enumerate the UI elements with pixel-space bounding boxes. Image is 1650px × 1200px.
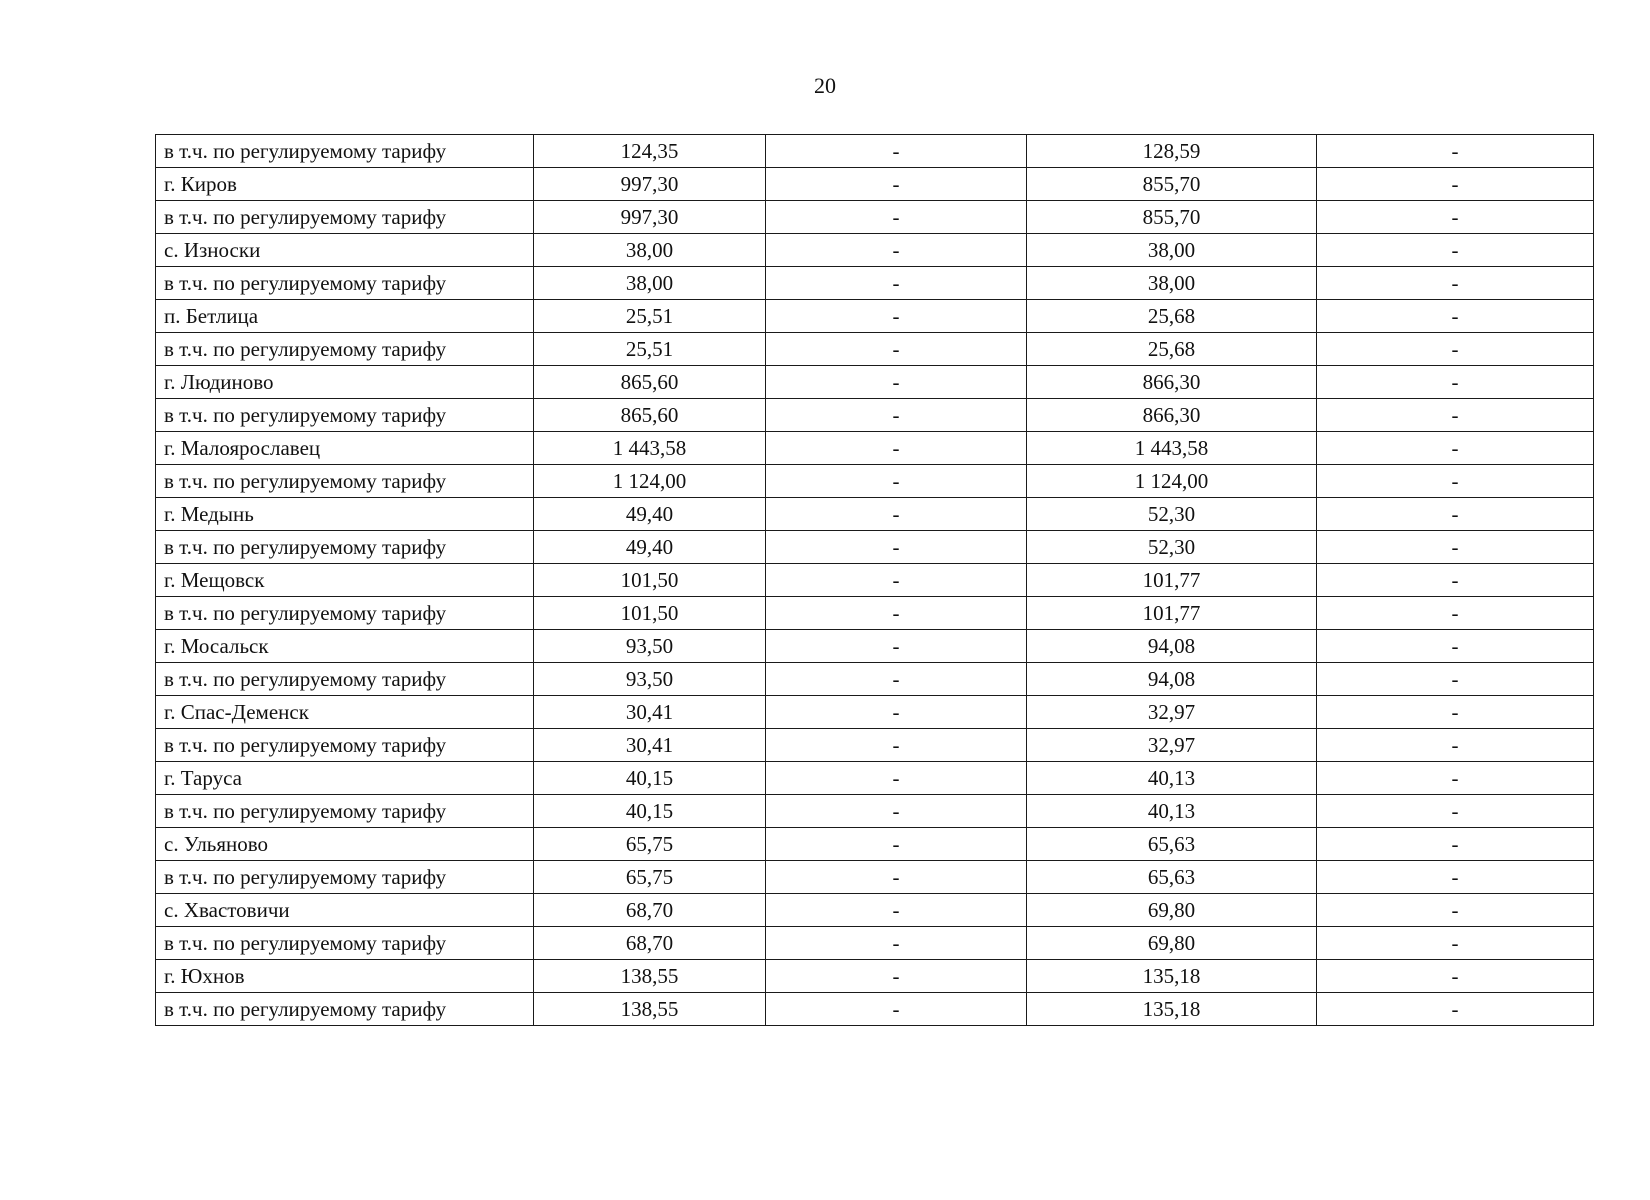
value-cell-3: 32,97 — [1027, 696, 1317, 729]
table-row — [156, 432, 1594, 465]
value-cell-3: 135,18 — [1027, 993, 1317, 1026]
value-cell-4: - — [1317, 300, 1594, 333]
value-cell-1: 38,00 — [534, 234, 766, 267]
value-cell-1: 30,41 — [534, 729, 766, 762]
settlement-name-cell: в т.ч. по регулируемому тарифу — [156, 993, 534, 1026]
value-cell-3: 52,30 — [1027, 531, 1317, 564]
settlement-name-cell: в т.ч. по регулируемому тарифу — [156, 663, 534, 696]
value-cell-3: 866,30 — [1027, 399, 1317, 432]
settlement-name-cell: в т.ч. по регулируемому тарифу — [156, 729, 534, 762]
value-cell-4: - — [1317, 762, 1594, 795]
settlement-name-cell: п. Бетлица — [156, 300, 534, 333]
value-cell-2: - — [766, 168, 1027, 201]
settlement-name-cell: в т.ч. по регулируемому тарифу — [156, 333, 534, 366]
value-cell-4: - — [1317, 399, 1594, 432]
value-cell-1: 38,00 — [534, 267, 766, 300]
value-cell-1: 65,75 — [534, 861, 766, 894]
value-cell-3: 94,08 — [1027, 630, 1317, 663]
value-cell-2: - — [766, 135, 1027, 168]
value-cell-2: - — [766, 300, 1027, 333]
value-cell-2: - — [766, 795, 1027, 828]
value-cell-2: - — [766, 333, 1027, 366]
value-cell-2: - — [766, 432, 1027, 465]
value-cell-4: - — [1317, 366, 1594, 399]
table-row — [156, 993, 1594, 1026]
value-cell-2: - — [766, 564, 1027, 597]
value-cell-4: - — [1317, 168, 1594, 201]
table-row — [156, 234, 1594, 267]
value-cell-3: 135,18 — [1027, 960, 1317, 993]
value-cell-3: 32,97 — [1027, 729, 1317, 762]
value-cell-4: - — [1317, 927, 1594, 960]
value-cell-3: 25,68 — [1027, 333, 1317, 366]
value-cell-2: - — [766, 960, 1027, 993]
value-cell-4: - — [1317, 993, 1594, 1026]
table-row — [156, 960, 1594, 993]
table-row — [156, 729, 1594, 762]
table-row — [156, 498, 1594, 531]
value-cell-2: - — [766, 201, 1027, 234]
value-cell-2: - — [766, 630, 1027, 663]
value-cell-3: 94,08 — [1027, 663, 1317, 696]
table-row — [156, 696, 1594, 729]
table-row — [156, 333, 1594, 366]
table-row — [156, 828, 1594, 861]
value-cell-4: - — [1317, 201, 1594, 234]
tariff-table — [155, 134, 1594, 1026]
value-cell-3: 128,59 — [1027, 135, 1317, 168]
value-cell-4: - — [1317, 234, 1594, 267]
value-cell-3: 65,63 — [1027, 861, 1317, 894]
value-cell-2: - — [766, 696, 1027, 729]
value-cell-3: 866,30 — [1027, 366, 1317, 399]
value-cell-4: - — [1317, 333, 1594, 366]
table-row — [156, 861, 1594, 894]
value-cell-1: 68,70 — [534, 927, 766, 960]
value-cell-4: - — [1317, 828, 1594, 861]
table-row — [156, 795, 1594, 828]
page-number: 20 — [814, 73, 836, 98]
value-cell-2: - — [766, 762, 1027, 795]
table-row — [156, 201, 1594, 234]
settlement-name-cell: г. Киров — [156, 168, 534, 201]
value-cell-3: 25,68 — [1027, 300, 1317, 333]
value-cell-2: - — [766, 828, 1027, 861]
value-cell-3: 69,80 — [1027, 927, 1317, 960]
value-cell-1: 1 124,00 — [534, 465, 766, 498]
settlement-name-cell: г. Малоярославец — [156, 432, 534, 465]
value-cell-4: - — [1317, 597, 1594, 630]
value-cell-1: 49,40 — [534, 498, 766, 531]
table-row — [156, 531, 1594, 564]
value-cell-4: - — [1317, 630, 1594, 663]
value-cell-1: 865,60 — [534, 366, 766, 399]
value-cell-4: - — [1317, 267, 1594, 300]
value-cell-4: - — [1317, 663, 1594, 696]
value-cell-3: 855,70 — [1027, 201, 1317, 234]
value-cell-1: 49,40 — [534, 531, 766, 564]
value-cell-1: 997,30 — [534, 201, 766, 234]
value-cell-3: 40,13 — [1027, 762, 1317, 795]
value-cell-1: 93,50 — [534, 630, 766, 663]
value-cell-1: 25,51 — [534, 300, 766, 333]
settlement-name-cell: в т.ч. по регулируемому тарифу — [156, 861, 534, 894]
settlement-name-cell: г. Юхнов — [156, 960, 534, 993]
table-row — [156, 267, 1594, 300]
table-row — [156, 927, 1594, 960]
value-cell-3: 1 443,58 — [1027, 432, 1317, 465]
value-cell-4: - — [1317, 135, 1594, 168]
value-cell-3: 101,77 — [1027, 564, 1317, 597]
value-cell-2: - — [766, 993, 1027, 1026]
value-cell-4: - — [1317, 960, 1594, 993]
settlement-name-cell: в т.ч. по регулируемому тарифу — [156, 927, 534, 960]
value-cell-2: - — [766, 663, 1027, 696]
settlement-name-cell: в т.ч. по регулируемому тарифу — [156, 399, 534, 432]
value-cell-4: - — [1317, 564, 1594, 597]
table-row — [156, 630, 1594, 663]
value-cell-1: 997,30 — [534, 168, 766, 201]
settlement-name-cell: г. Мосальск — [156, 630, 534, 663]
settlement-name-cell: в т.ч. по регулируемому тарифу — [156, 597, 534, 630]
settlement-name-cell: г. Таруса — [156, 762, 534, 795]
value-cell-4: - — [1317, 729, 1594, 762]
settlement-name-cell: с. Хвастовичи — [156, 894, 534, 927]
table-row — [156, 894, 1594, 927]
value-cell-4: - — [1317, 894, 1594, 927]
value-cell-4: - — [1317, 531, 1594, 564]
table-row — [156, 135, 1594, 168]
table-row — [156, 399, 1594, 432]
value-cell-4: - — [1317, 465, 1594, 498]
table-row — [156, 366, 1594, 399]
settlement-name-cell: г. Мещовск — [156, 564, 534, 597]
settlement-name-cell: г. Медынь — [156, 498, 534, 531]
settlement-name-cell: г. Спас-Деменск — [156, 696, 534, 729]
value-cell-4: - — [1317, 498, 1594, 531]
value-cell-3: 855,70 — [1027, 168, 1317, 201]
settlement-name-cell: г. Людиново — [156, 366, 534, 399]
value-cell-2: - — [766, 399, 1027, 432]
value-cell-1: 40,15 — [534, 762, 766, 795]
value-cell-1: 138,55 — [534, 960, 766, 993]
value-cell-1: 40,15 — [534, 795, 766, 828]
settlement-name-cell: в т.ч. по регулируемому тарифу — [156, 201, 534, 234]
table-row — [156, 300, 1594, 333]
value-cell-1: 101,50 — [534, 564, 766, 597]
table-row — [156, 168, 1594, 201]
value-cell-2: - — [766, 861, 1027, 894]
value-cell-3: 65,63 — [1027, 828, 1317, 861]
value-cell-1: 138,55 — [534, 993, 766, 1026]
value-cell-1: 93,50 — [534, 663, 766, 696]
value-cell-4: - — [1317, 861, 1594, 894]
value-cell-3: 52,30 — [1027, 498, 1317, 531]
value-cell-4: - — [1317, 696, 1594, 729]
value-cell-2: - — [766, 927, 1027, 960]
value-cell-3: 69,80 — [1027, 894, 1317, 927]
value-cell-2: - — [766, 597, 1027, 630]
value-cell-1: 25,51 — [534, 333, 766, 366]
value-cell-1: 101,50 — [534, 597, 766, 630]
settlement-name-cell: в т.ч. по регулируемому тарифу — [156, 531, 534, 564]
value-cell-3: 38,00 — [1027, 267, 1317, 300]
value-cell-1: 1 443,58 — [534, 432, 766, 465]
value-cell-2: - — [766, 234, 1027, 267]
value-cell-1: 65,75 — [534, 828, 766, 861]
value-cell-3: 40,13 — [1027, 795, 1317, 828]
value-cell-2: - — [766, 894, 1027, 927]
value-cell-4: - — [1317, 795, 1594, 828]
table-row — [156, 564, 1594, 597]
value-cell-2: - — [766, 498, 1027, 531]
table-row — [156, 597, 1594, 630]
value-cell-2: - — [766, 267, 1027, 300]
value-cell-1: 865,60 — [534, 399, 766, 432]
value-cell-3: 101,77 — [1027, 597, 1317, 630]
value-cell-2: - — [766, 465, 1027, 498]
value-cell-2: - — [766, 531, 1027, 564]
value-cell-2: - — [766, 729, 1027, 762]
value-cell-2: - — [766, 366, 1027, 399]
table-body — [156, 135, 1594, 1026]
value-cell-1: 124,35 — [534, 135, 766, 168]
settlement-name-cell: в т.ч. по регулируемому тарифу — [156, 465, 534, 498]
settlement-name-cell: в т.ч. по регулируемому тарифу — [156, 795, 534, 828]
value-cell-1: 30,41 — [534, 696, 766, 729]
table-row — [156, 762, 1594, 795]
value-cell-3: 1 124,00 — [1027, 465, 1317, 498]
table-row — [156, 663, 1594, 696]
settlement-name-cell: с. Ульяново — [156, 828, 534, 861]
table-row — [156, 465, 1594, 498]
settlement-name-cell: в т.ч. по регулируемому тарифу — [156, 135, 534, 168]
settlement-name-cell: в т.ч. по регулируемому тарифу — [156, 267, 534, 300]
value-cell-3: 38,00 — [1027, 234, 1317, 267]
value-cell-4: - — [1317, 432, 1594, 465]
value-cell-1: 68,70 — [534, 894, 766, 927]
settlement-name-cell: с. Износки — [156, 234, 534, 267]
